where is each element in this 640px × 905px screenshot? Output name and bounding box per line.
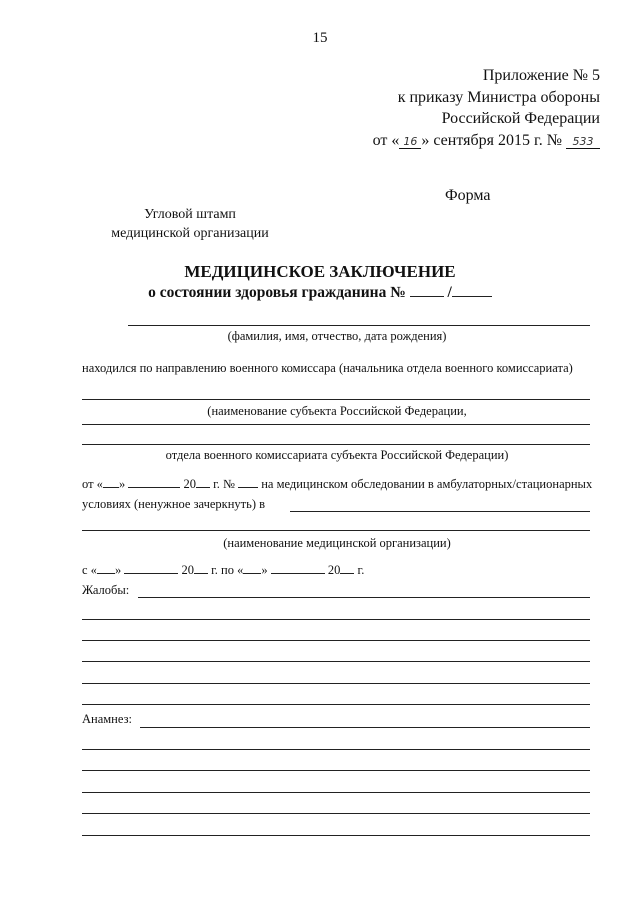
subtitle-text: о состоянии здоровья гражданина № xyxy=(148,284,406,301)
med-org-caption: (наименование медицинской организации) xyxy=(223,536,451,550)
from-g: г. № xyxy=(213,477,235,491)
subject-caption: (наименование субъекта Российской Федерации, xyxy=(207,404,467,418)
period-s: с « xyxy=(82,563,97,577)
period-row xyxy=(82,562,364,578)
period-day2-blank[interactable] xyxy=(243,562,261,574)
period-year1-blank[interactable] xyxy=(194,562,208,574)
date-prefix: от « xyxy=(372,132,400,149)
appendix-line-1: Приложение № 5 xyxy=(482,67,600,84)
period-po: г. по « xyxy=(211,563,244,577)
subtitle-slash: / xyxy=(447,284,452,301)
number-blank[interactable] xyxy=(410,285,444,297)
handwritten-day: 16 xyxy=(399,132,421,149)
anamnesis-line-4[interactable] xyxy=(82,792,590,793)
department-line[interactable] xyxy=(82,444,590,445)
anamnesis-line-5[interactable] xyxy=(82,813,590,814)
period-month2-blank[interactable] xyxy=(271,562,325,574)
period-year2-blank[interactable] xyxy=(340,562,354,574)
day-blank[interactable] xyxy=(103,476,119,488)
number-blank-exam[interactable] xyxy=(238,476,258,488)
complaints-line-6[interactable] xyxy=(82,704,590,705)
year-blank[interactable] xyxy=(196,476,210,488)
period-day1-blank[interactable] xyxy=(97,562,115,574)
form-label: Форма xyxy=(445,187,491,204)
conditions-text: условиях (ненужное зачеркнуть) в xyxy=(82,497,266,511)
appendix-date-line xyxy=(330,131,600,151)
date-middle: » сентября 2015 г. № xyxy=(421,132,562,149)
complaints-line-2[interactable] xyxy=(82,619,590,620)
appendix-line-3: Российской Федерации xyxy=(441,110,600,127)
appendix-line-2: к приказу Министра обороны xyxy=(397,89,600,106)
period-close2: » xyxy=(261,563,268,577)
department-caption: отдела военного комиссариата субъекта Российской Федерации) xyxy=(165,448,509,462)
from-close: » xyxy=(118,477,126,491)
fio-line[interactable] xyxy=(128,325,590,326)
complaints-line-3[interactable] xyxy=(82,640,590,641)
complaints-line-1[interactable] xyxy=(138,597,590,598)
exam-row xyxy=(82,476,592,492)
period-year2: 20 xyxy=(327,563,341,577)
conditions-line[interactable] xyxy=(290,511,590,512)
complaints-label: Жалобы: xyxy=(82,583,130,597)
corner-stamp-label xyxy=(100,205,280,243)
subject-line[interactable] xyxy=(82,399,590,400)
number-blank-2[interactable] xyxy=(452,285,492,297)
from-prefix: от « xyxy=(82,477,103,491)
anamnesis-line-1[interactable] xyxy=(140,727,590,728)
period-g: г. xyxy=(357,563,365,577)
complaints-line-4[interactable] xyxy=(82,661,590,662)
fio-caption: (фамилия, имя, отчество, дата рождения) xyxy=(227,329,447,343)
document-title: МЕДИЦИНСКОЕ ЗАКЛЮЧЕНИЕ xyxy=(184,262,456,281)
period-close: » xyxy=(114,563,122,577)
stamp-line-1: Угловой штамп xyxy=(144,207,236,222)
subject-line-2[interactable] xyxy=(82,424,590,425)
handwritten-order-number: 533 xyxy=(566,132,600,149)
period-year1: 20 xyxy=(181,563,194,577)
med-org-line[interactable] xyxy=(82,530,590,531)
from-rest: на медицинском обследовании в амбулаторных/стационарных xyxy=(261,477,593,491)
complaints-line-5[interactable] xyxy=(82,683,590,684)
anamnesis-line-6[interactable] xyxy=(82,835,590,836)
stamp-line-2: медицинской организации xyxy=(111,226,269,241)
from-year: 20 xyxy=(183,477,196,491)
period-month1-blank[interactable] xyxy=(124,562,178,574)
anamnesis-label: Анамнез: xyxy=(82,712,132,726)
anamnesis-line-3[interactable] xyxy=(82,770,590,771)
page-number: 15 xyxy=(312,30,328,46)
month-blank[interactable] xyxy=(128,476,180,488)
anamnesis-line-2[interactable] xyxy=(82,749,590,750)
referral-text: находился по направлению военного комиссара (начальника отдела военного комиссариата) xyxy=(82,361,573,375)
document-subtitle xyxy=(0,284,640,302)
